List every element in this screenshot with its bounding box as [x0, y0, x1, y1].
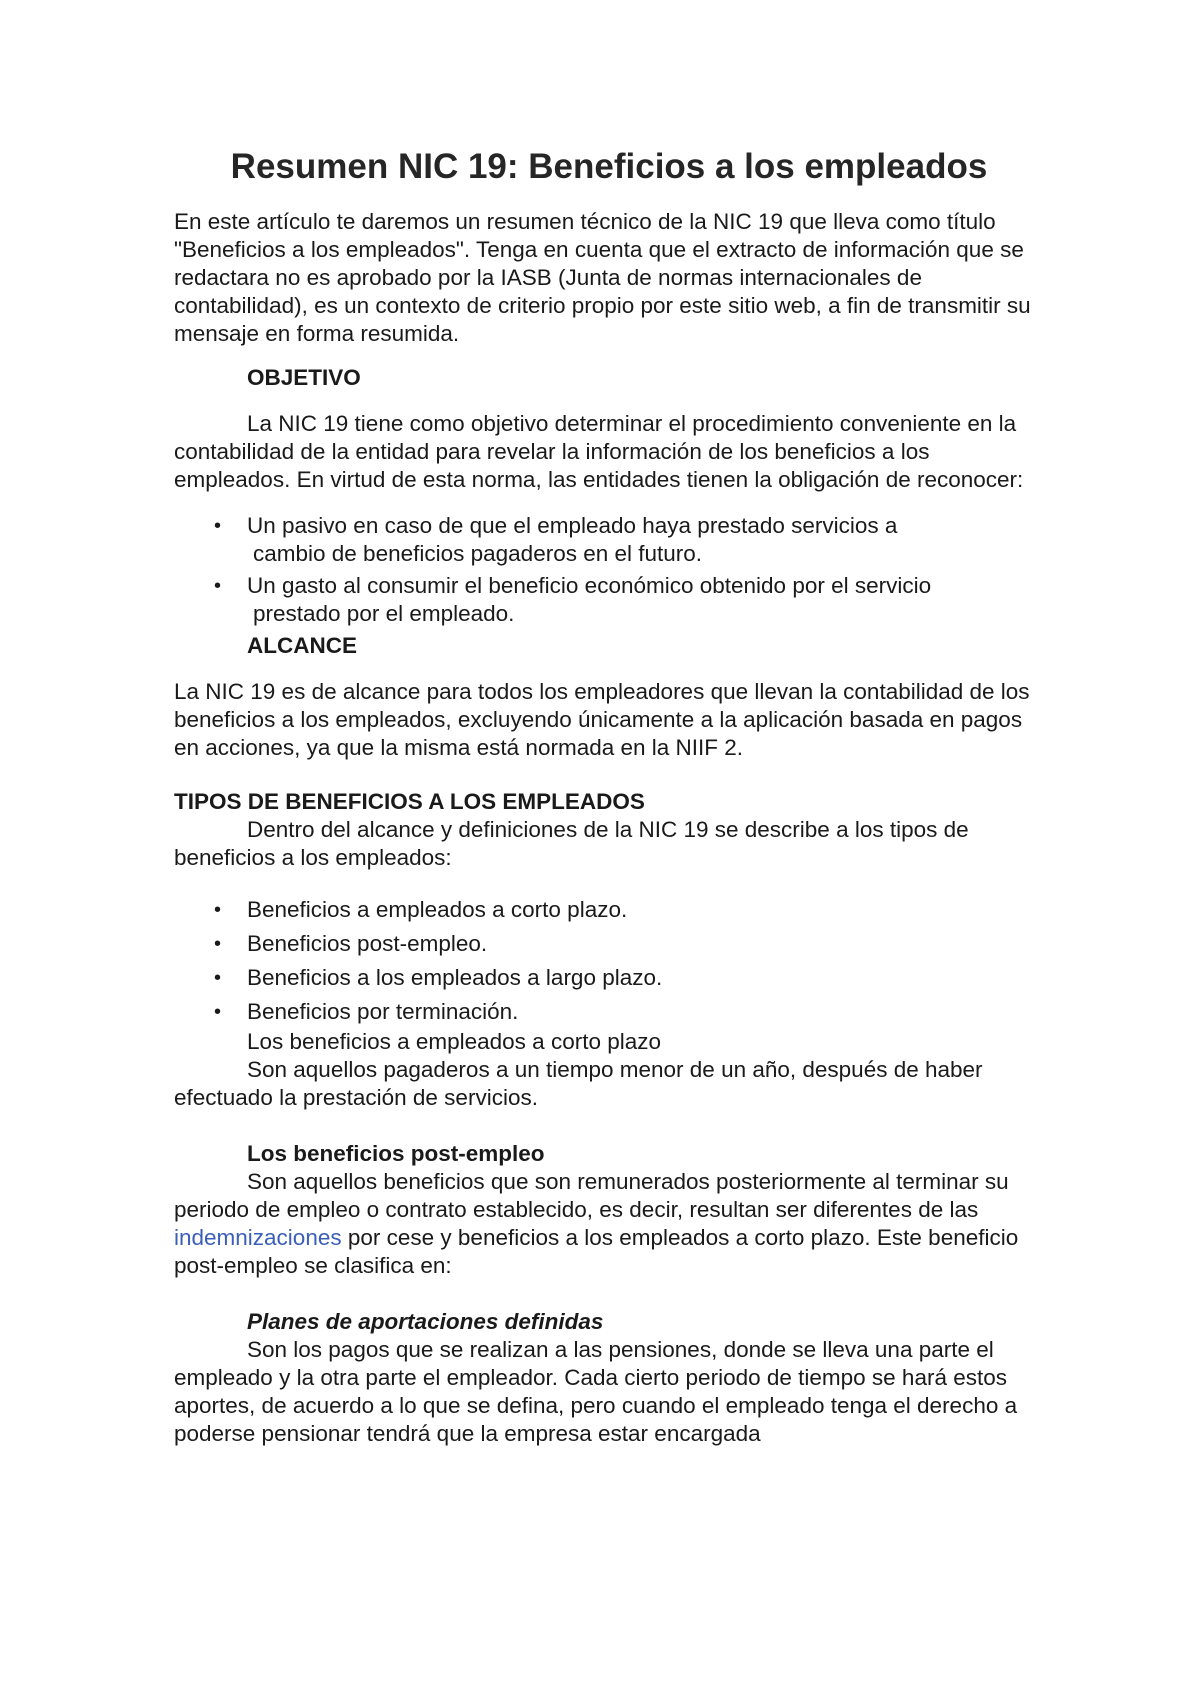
post-empleo-heading: Los beneficios post-empleo [247, 1141, 545, 1166]
objetivo-list [174, 512, 1044, 628]
indemnizaciones-link[interactable]: indemnizaciones [174, 1225, 342, 1250]
objetivo-paragraph: La NIC 19 tiene como objetivo determinar el procedimiento conveniente en la contabilidad de la entidad para revelar la información de los beneficios a los empleados. En virtud de esta norma, las entidades tienen la obligación de reconocer: [174, 411, 1024, 492]
list-item [247, 572, 1044, 628]
list-item-line: cambio de beneficios pagaderos en el futuro. [253, 541, 703, 566]
alcance-heading: ALCANCE [247, 633, 357, 658]
list-item-line: prestado por el empleado. [253, 601, 515, 626]
corto-plazo-paragraph: Son aquellos pagaderos a un tiempo menor de un año, después de haber efectuado la prestación de servicios. [174, 1057, 983, 1110]
list-item: • Beneficios por terminación. [247, 998, 1044, 1026]
document-title: Resumen NIC 19: Beneficios a los empleados [230, 147, 988, 186]
post-empleo-text-after: por cese y beneficios a los empleados a corto plazo. Este beneficio post-empleo se clasifica en: [174, 1225, 1019, 1278]
corto-plazo-heading: Los beneficios a empleados a corto plazo [247, 1029, 662, 1054]
tipos-heading: TIPOS DE BENEFICIOS A LOS EMPLEADOS [174, 789, 645, 814]
alcance-paragraph: La NIC 19 es de alcance para todos los empleadores que llevan la contabilidad de los beneficios a los empleados, excluyendo únicamente a la aplicación basada en pagos en acciones, ya que la misma está normada en la NIIF 2. [174, 679, 1030, 760]
objetivo-heading: OBJETIVO [247, 365, 361, 390]
planes-heading: Planes de aportaciones definidas [247, 1309, 604, 1334]
intro-paragraph: En este artículo te daremos un resumen técnico de la NIC 19 que lleva como título "Beneficios a los empleados". Tenga en cuenta que el extracto de información que se redactara no es aprobado por la IASB (Junta de normas internacionales de contabilidad), es un contexto de criterio propio por este sitio web, a fin de transmitir su mensaje en forma resumida. [174, 209, 1031, 346]
list-item [247, 512, 1044, 568]
tipos-paragraph: Dentro del alcance y definiciones de la NIC 19 se describe a los tipos de beneficios a los empleados: [174, 817, 969, 870]
list-item: • Beneficios a los empleados a largo plazo. [247, 964, 1044, 992]
document-page [174, 146, 1044, 1448]
post-empleo-text-before: Son aquellos beneficios que son remunerados posteriormente al terminar su periodo de empleo o contrato establecido, es decir, resultan ser diferentes de las [174, 1169, 1009, 1222]
list-item: • Beneficios a empleados a corto plazo. [247, 896, 1044, 924]
list-item-line: Un pasivo en caso de que el empleado haya prestado servicios a [247, 513, 898, 538]
list-item-line: Un gasto al consumir el beneficio económico obtenido por el servicio [247, 573, 932, 598]
tipos-list [174, 896, 1044, 1026]
post-empleo-paragraph [174, 1168, 1044, 1280]
list-item: • Beneficios post-empleo. [247, 930, 1044, 958]
planes-paragraph: Son los pagos que se realizan a las pensiones, donde se lleva una parte el empleado y la otra parte el empleador. Cada cierto periodo de tiempo se hará estos aportes, de acuerdo a lo que se defina, pero cuando el empleado tenga el derecho a poderse pensionar tendrá que la empresa estar encargada [174, 1337, 1018, 1446]
